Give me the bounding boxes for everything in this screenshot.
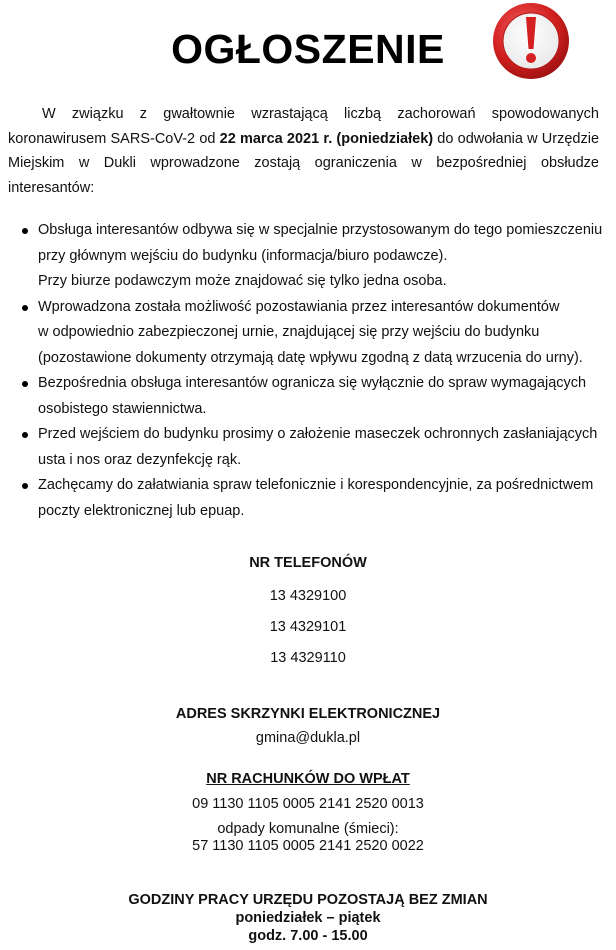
waste-account-label: odpady komunalne (śmieci): <box>217 821 399 837</box>
rules-list <box>0 218 610 524</box>
phones-heading: NR TELEFONÓW <box>249 555 367 571</box>
list-item: Przed wejściem do budynku prosimy o założenie maseczek ochronnych zasłaniających usta i nos oraz dezynfekcję rąk. <box>0 422 610 473</box>
phone-number-3: 13 4329110 <box>270 650 346 666</box>
exclamation-warning-icon <box>490 1 572 81</box>
hours-heading: GODZINY PRACY URZĘDU POZOSTAJĄ BEZ ZMIAN <box>128 892 488 908</box>
phone-number-1: 13 4329100 <box>269 588 347 604</box>
account-number-waste: 57 1130 1105 0005 2141 2520 0022 <box>192 838 424 854</box>
intro-text-2: do odwołania w Urzędzie Miejskim w Dukli wprowadzone zostają ograniczenia w bezpośredniej obsłudze interesantów: <box>8 130 600 196</box>
email-heading: ADRES SKRZYNKI ELEKTRONICZNEJ <box>175 706 441 722</box>
intro-date: 22 marca 2021 r. (poniedziałek) <box>219 130 434 147</box>
accounts-heading: NR RACHUNKÓW DO WPŁAT <box>206 771 410 787</box>
list-item: Bezpośrednia obsługa interesantów ogranicza się wyłącznie do spraw wymagających osobistego stawiennictwa. <box>0 371 610 422</box>
intro-text-1: W związku z gwałtownie wzrastającą liczbą zachorowań spowodowanych koronawirusem SARS-CoV-2 od <box>8 106 599 147</box>
working-hours: godz. 7.00 - 15.00 <box>248 928 368 944</box>
list-item: Obsługa interesantów odbywa się w specjalnie przystosowanym do tego pomieszczeniu przy głównym wejściu do budynku (informacja/biuro podawcze). Przy biurze podawczym może znajdować się tylko jedna osoba. <box>0 218 610 295</box>
phone-number-2: 13 4329101 <box>269 619 347 635</box>
account-number-main: 09 1130 1105 0005 2141 2520 0013 <box>192 796 424 812</box>
list-item: Zachęcamy do załatwiania spraw telefonicznie i korespondencyjnie, za pośrednictwem poczty elektronicznej lub epuap. <box>0 473 610 524</box>
announcement-title: OGŁOSZENIE <box>171 26 445 72</box>
list-item: Wprowadzona została możliwość pozostawiania przez interesantów dokumentów w odpowiednio zabezpieczonej urnie, znajdującej się przy wejściu do budynku (pozostawione dokumenty otrzymają datę wpływu zgodną z datą wrzucenia do urny). <box>0 295 610 372</box>
email-address[interactable]: gmina@dukla.pl <box>255 730 361 746</box>
working-days: poniedziałek – piątek <box>235 910 381 926</box>
intro-paragraph <box>8 102 599 200</box>
